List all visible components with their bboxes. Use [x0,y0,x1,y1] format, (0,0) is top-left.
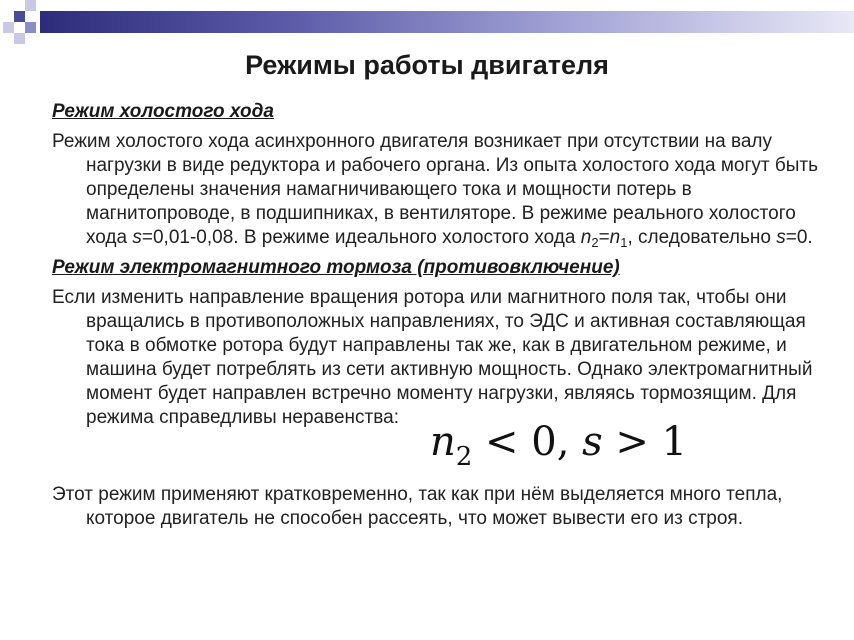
inequality-formula [430,419,688,472]
slide-title: Режимы работы двигателя [245,50,609,80]
var-s: s [132,227,142,248]
idle-text-b: =0,01-0,08. В режиме идеального холостого хода [141,227,581,248]
idle-mode-paragraph [52,130,832,251]
decor-square [25,22,36,33]
var-n2: n [580,227,592,248]
idle-text-a: Режим холостого хода асинхронного двигателя возникает при отсутствии на валу нагрузки в виде редуктора и рабочего органа. Из опыта холостого хода могут быть определены значения намагничивающего тока и мощности потерь в магнитопроводе, в подшипниках, в вентиляторе. В режиме реального холостого хода [52,131,819,248]
subscript-1: 1 [620,235,628,250]
brake-mode-paragraph: Если изменить направление вращения ротора или магнитного поля так, чтобы они вращались в противоположных направлениях, то ЭДС и активная составляющая тока в обмотке ротора будут направлены так же, как в двигательном режиме, и машина будет потреблять из сети активную мощность. Однако электромагнитный момент будет направлен встречно моменту нагрузки, являясь тормозящим. Для режима справедливы неравенства: [52,287,813,428]
decor-square [14,33,25,44]
slide-header-decoration [0,0,854,44]
formula-greater-than-one: > 1 [602,419,688,465]
formula-less-than-zero: < 0, [472,419,583,465]
idle-text-d: =0. [785,227,813,248]
var-n1: n [609,227,621,248]
decor-square [3,22,14,33]
slide-content [52,100,832,536]
section-heading-idle: Режим холостого хода [52,101,274,122]
section-heading-brake: Режим электромагнитного тормоза (противовключение) [52,257,620,278]
idle-text-c: , следовательно [627,227,777,248]
decor-square [14,11,25,22]
formula-var-n: n [430,419,456,465]
inequality-formula-row [52,419,832,477]
header-gradient-bar [40,11,854,33]
var-s: s [776,227,786,248]
formula-subscript: 2 [455,442,473,472]
subscript-2: 2 [591,235,599,250]
closing-paragraph: Этот режим применяют кратковременно, так как при нём выделяется много тепла, которое двигатель не способен рассеять, что может вывести его из строя. [52,484,783,529]
formula-var-s: s [582,419,603,465]
decor-square [25,0,36,11]
equals-sign: = [598,227,610,248]
